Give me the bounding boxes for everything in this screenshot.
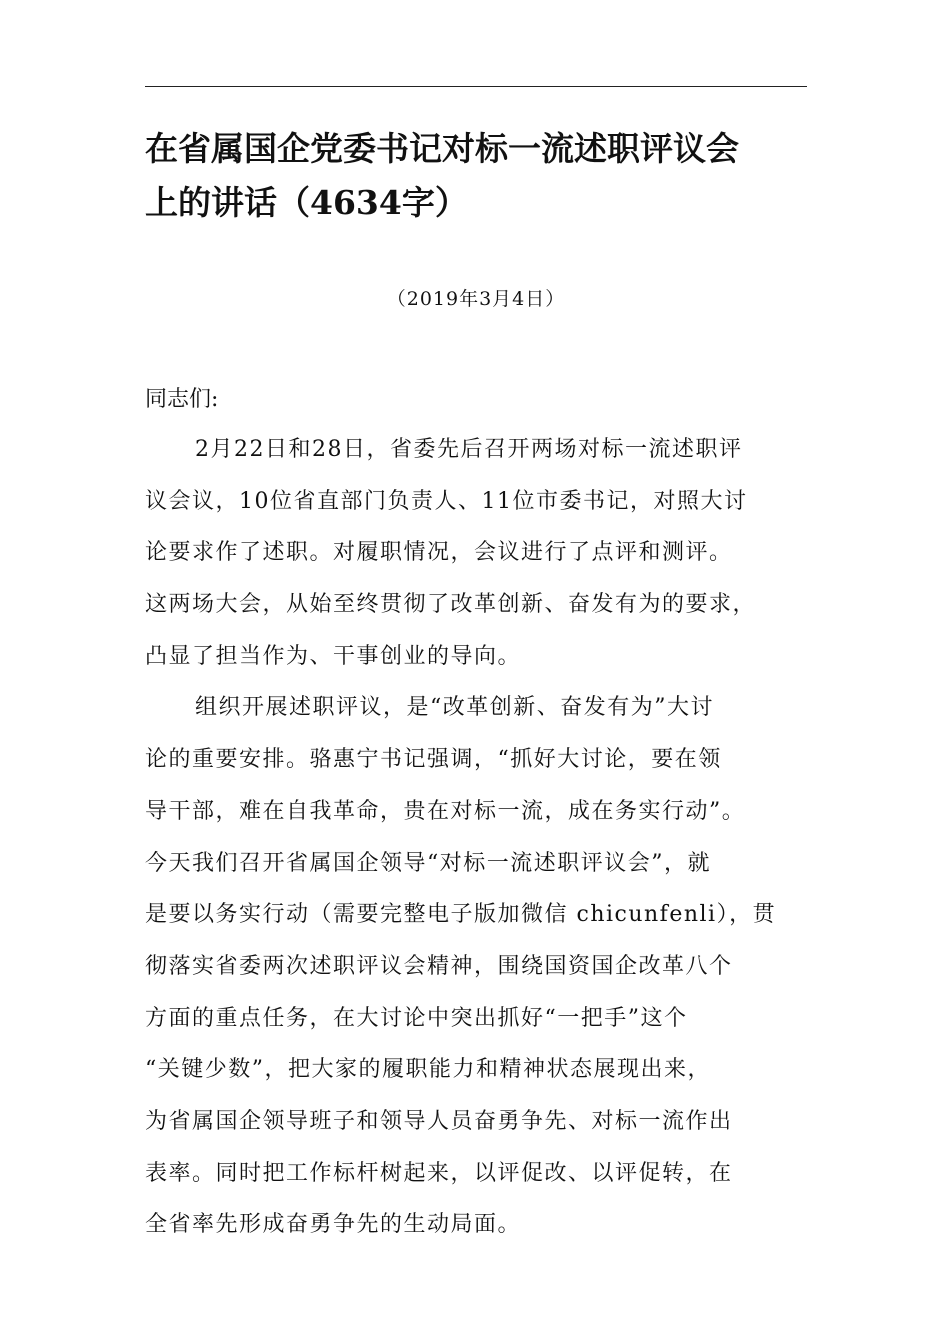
document-title (145, 122, 815, 230)
paragraph-2 (145, 688, 815, 1257)
paragraph-line: 这两场大会，从始至终贯彻了改革创新、奋发有为的要求， (145, 592, 757, 618)
paragraph-line: 导干部，难在自我革命，贵在对标一流，成在务实行动”。 (145, 798, 746, 824)
paragraph-line: 论要求作了述职。对履职情况，会议进行了点评和测评。 (145, 540, 733, 566)
salutation: 同志们: (145, 387, 219, 412)
paragraph-line: 为省属国企领导班子和领导人员奋勇争先、对标一流作出 (145, 1108, 733, 1134)
paragraph-line: 议会议，10位省直部门负责人、11位市委书记，对照大讨 (145, 488, 748, 514)
paragraph-line: 今天我们召开省属国企领导“对标一流述职评议会”，就 (145, 850, 711, 876)
paragraph-line: “关键少数”，把大家的履职能力和精神状态展现出来， (145, 1057, 711, 1083)
document-date: （2019年3月4日） (386, 288, 566, 310)
top-rule (145, 86, 807, 87)
paragraph-line: 组织开展述职评议，是“改革创新、奋发有为”大讨 (195, 695, 714, 721)
paragraph-line: 凸显了担当作为、干事创业的导向。 (145, 643, 522, 669)
title-line-2: 上的讲话（4634字） (145, 183, 468, 222)
paragraph-line: 表率。同时把工作标杆树起来，以评促改、以评促转，在 (145, 1160, 733, 1186)
paragraph-line: 2月22日和28日，省委先后召开两场对标一流述职评 (195, 437, 743, 462)
document-body (145, 430, 815, 1257)
paragraph-line: 彻落实省委两次述职评议会精神，围绕国资国企改革八个 (145, 953, 733, 979)
paragraph-line: 方面的重点任务，在大讨论中突出抓好“一把手”这个 (145, 1005, 688, 1031)
paragraph-line: 论的重要安排。骆惠宁书记强调，“抓好大讨论，要在领 (145, 747, 722, 773)
title-line-1: 在省属国企党委书记对标一流述职评议会 (145, 129, 739, 168)
paragraph-line: 全省率先形成奋勇争先的生动局面。 (145, 1212, 522, 1238)
paragraph-line: 是要以务实行动（需要完整电子版加微信 chicunfenli），贯 (145, 902, 777, 928)
paragraph-1 (145, 430, 815, 688)
